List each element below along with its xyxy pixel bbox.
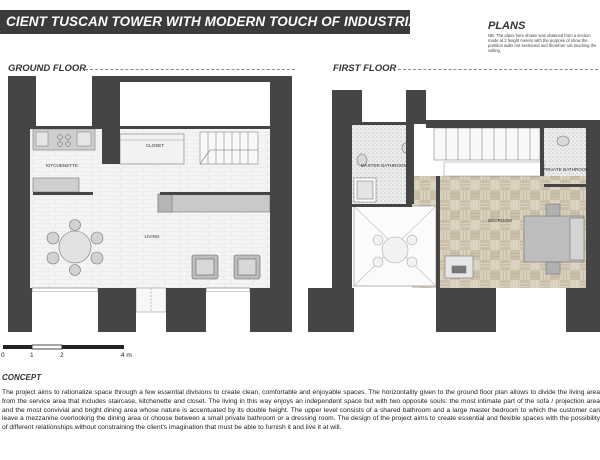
- ground-floor-entrance: [136, 288, 166, 312]
- sofa-bench: [158, 194, 270, 212]
- ground-floor-plan: [8, 76, 292, 332]
- kitchenette-label: KITCHENETTE: [46, 163, 78, 168]
- first-floor-staircase: [434, 128, 540, 160]
- master-bathroom-label: MASTER BATHROOM: [360, 163, 408, 168]
- mezzanine-void: [354, 206, 436, 286]
- private-bathroom-label: PRIVATE BATHROOM: [542, 167, 590, 172]
- plans-note: NB. The plans here shown was obtained from a section made at 2 height meters with the purpose of show the partition walls not sectioned and therefore not touching the ceiling.: [488, 33, 597, 53]
- living-label: LIVING: [144, 234, 160, 239]
- closet-label: CLOSET: [145, 143, 165, 148]
- scale-tick-0: 0: [1, 352, 5, 359]
- first-floor-plan: [308, 90, 600, 332]
- scale-tick-2: 2: [60, 352, 64, 359]
- scale-tick-1: 1: [30, 352, 34, 359]
- scale-tick-4m: 4 m: [121, 352, 132, 359]
- concept-heading: CONCEPT: [2, 373, 42, 382]
- ground-floor-label: GROUND FLOOR: [8, 63, 87, 74]
- desk: [445, 256, 473, 278]
- plans-heading: PLANS: [488, 20, 526, 32]
- page-title: CIENT TUSCAN TOWER WITH MODERN TOUCH OF INDUSTRIAL STYLE: [6, 14, 475, 29]
- first-floor-label: FIRST FLOOR: [333, 63, 397, 74]
- staircase: [200, 132, 258, 164]
- closet-area: [120, 134, 184, 164]
- private-bathroom-sink: [557, 136, 569, 146]
- concept-paragraph: The project aims to rationalize space through a few essential divisions to create clean, comfortable and enjoyable spaces. The horizontality given to the ground floor plan allows to divide the living area from the service area that includes staircase, kitchenette and closet. The living in this way enjoys an independent space but with two opposite souls: the most intimate part of the sofa / projection area and the most convivial and bright dining area whose nature is accentuated by its double height. The upper level consists of a shared bathroom and a large master bedroom to which the customer can leave a mezzanine overlooking the dining area or choose between a small private bathroom or a dressing room. The design of the project aims to create essential and flexible spaces with the possibility of different relationships without constraining the client's imagination that must be able to furnish it and live it at will.: [2, 389, 600, 432]
- bedroom-label: BEDROOM: [488, 218, 512, 223]
- scale-bar: [3, 345, 124, 349]
